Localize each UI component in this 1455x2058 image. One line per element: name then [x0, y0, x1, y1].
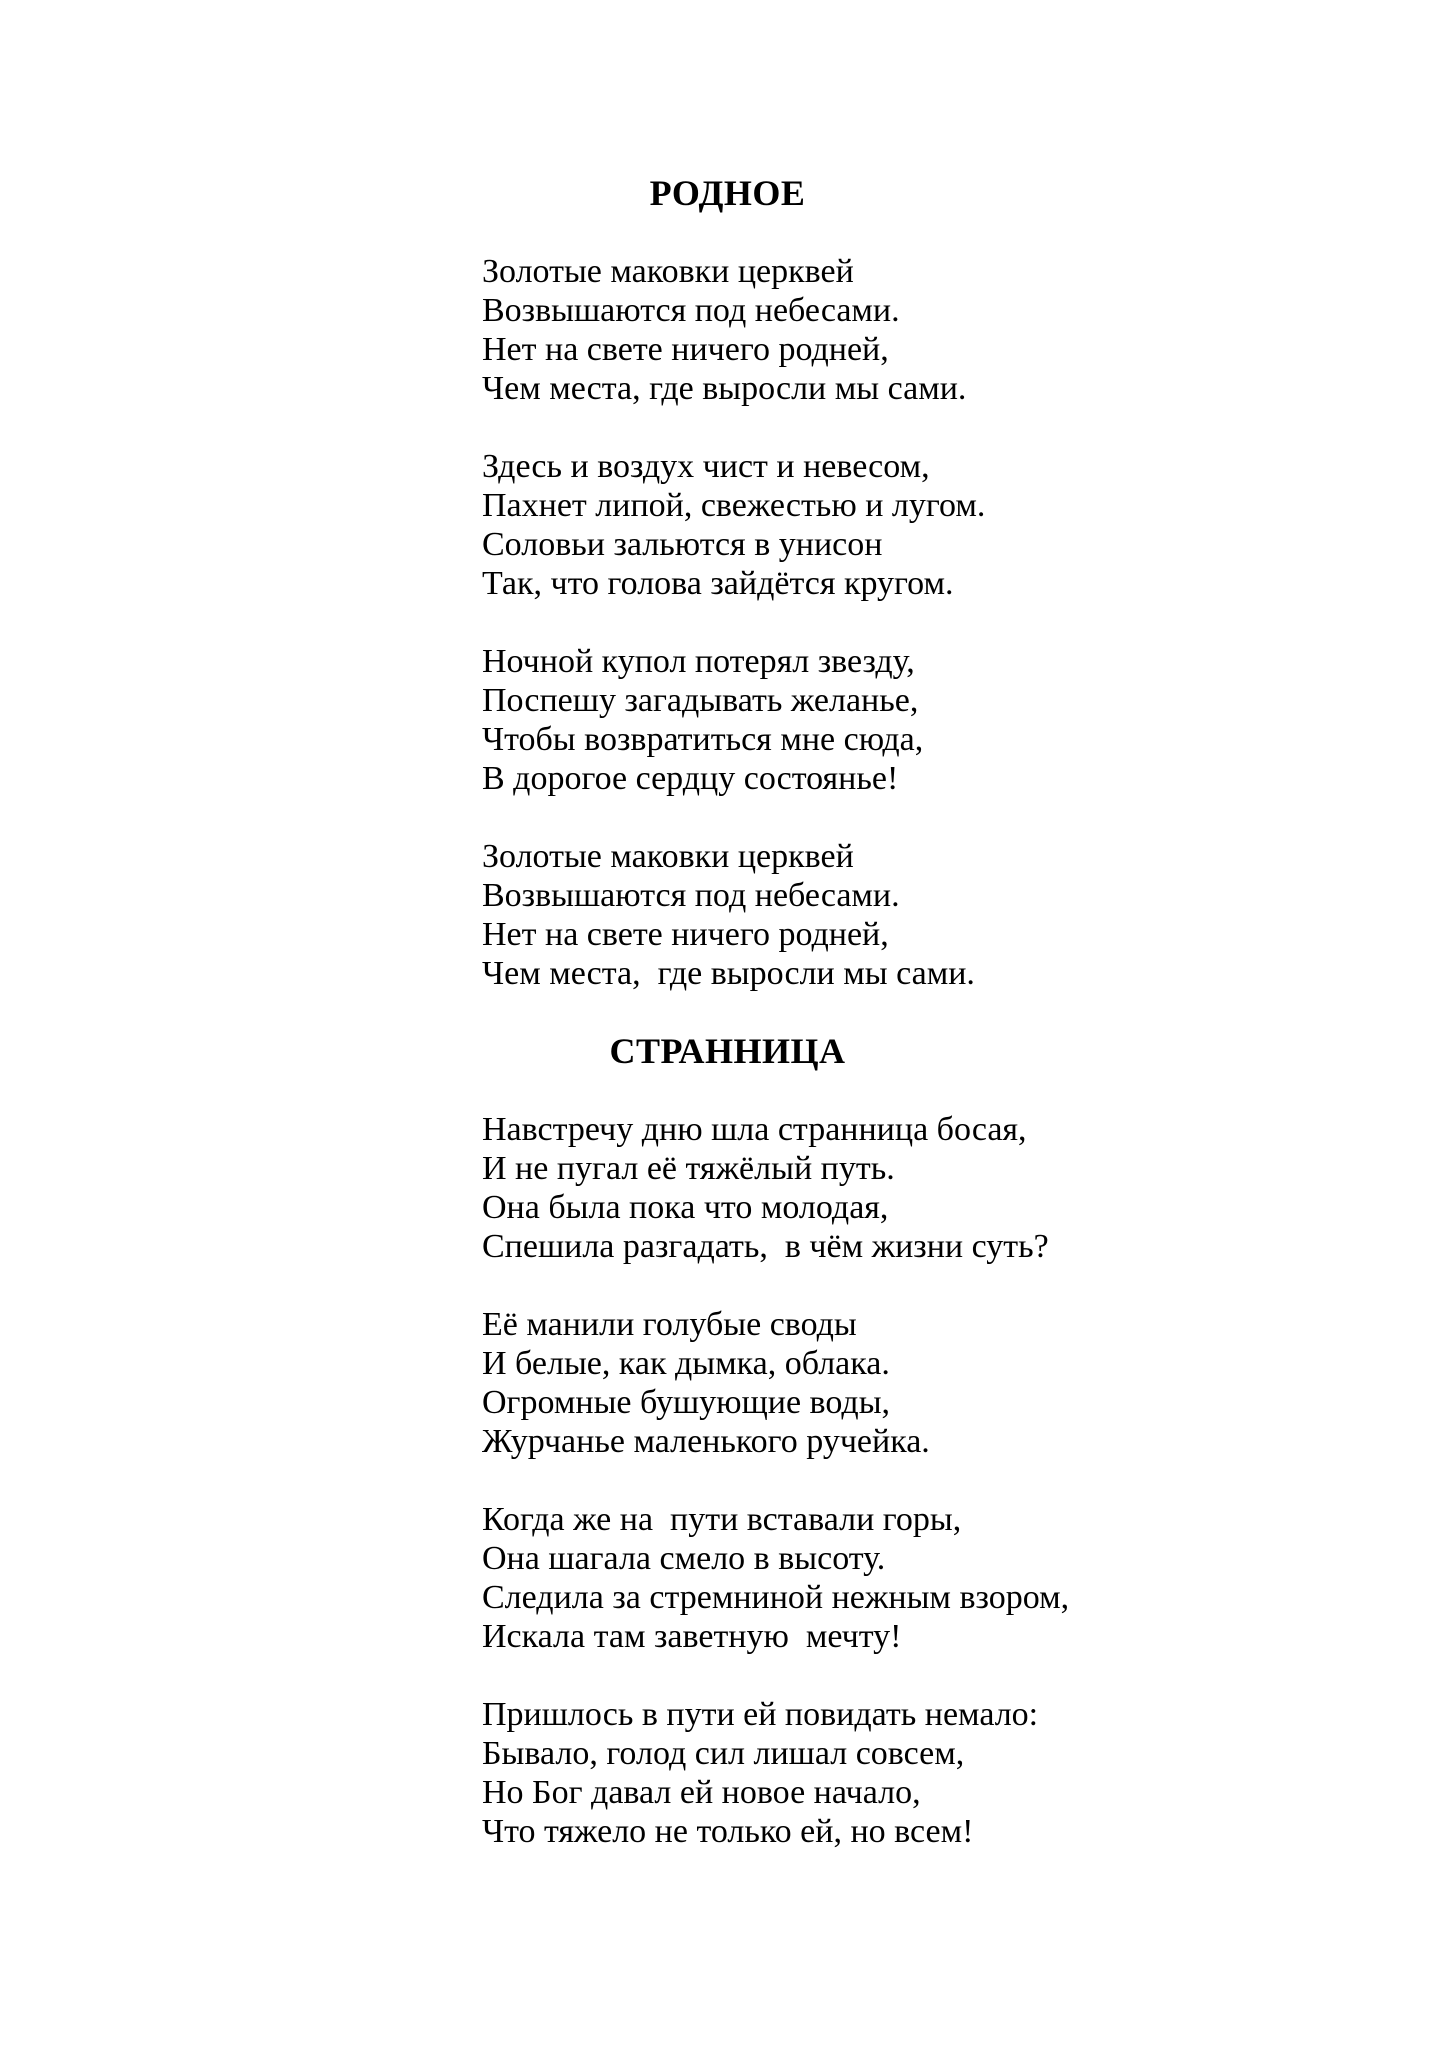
poem-line: Ночной купол потерял звезду,	[482, 643, 915, 680]
poem-line: Но Бог давал ей новое начало,	[482, 1774, 921, 1811]
poem-title-strannitsa: СТРАННИЦА	[609, 1031, 846, 1071]
poem-line: Спешила разгадать, в чём жизни суть?	[482, 1228, 1049, 1265]
poem-line: Следила за стремниной нежным взором,	[482, 1579, 1070, 1616]
poem-line: Пришлось в пути ей повидать немало:	[482, 1696, 1039, 1733]
poem-line: Пахнет липой, свежестью и лугом.	[482, 487, 986, 524]
poem-title-rodnoe: РОДНОЕ	[649, 173, 806, 213]
poem-line: Её манили голубые своды	[482, 1306, 857, 1343]
poem-line: Золотые маковки церквей	[482, 253, 854, 290]
poem-line: Она шагала смело в высоту.	[482, 1540, 886, 1577]
poem-line: Чем места, где выросли мы сами.	[482, 955, 975, 992]
stanza-5	[482, 1110, 1455, 1266]
poem-line: Золотые маковки церквей	[482, 838, 854, 875]
poem-line: Журчанье маленького ручейка.	[482, 1423, 930, 1460]
stanza-3	[482, 642, 1455, 798]
poem-line: Она была пока что молодая,	[482, 1189, 889, 1226]
poem-line: Что тяжело не только ей, но всем!	[482, 1813, 974, 1850]
poem-line: Навстречу дню шла странница босая,	[482, 1111, 1027, 1148]
poem-line: Возвышаются под небесами.	[482, 877, 900, 914]
poem-line: Поспешу загадывать желанье,	[482, 682, 919, 719]
poem-line: Чем места, где выросли мы сами.	[482, 370, 967, 407]
poem-line: И белые, как дымка, облака.	[482, 1345, 890, 1382]
stanza-4	[482, 837, 1455, 993]
poem-line: Нет на свете ничего родней,	[482, 331, 889, 368]
poem-line: Нет на свете ничего родней,	[482, 916, 889, 953]
poem-line: Искала там заветную мечту!	[482, 1618, 902, 1655]
stanza-1	[482, 252, 1455, 408]
poem-line: Когда же на пути вставали горы,	[482, 1501, 962, 1538]
poem-line: Так, что голова зайдётся кругом.	[482, 565, 954, 602]
stanza-6	[482, 1305, 1455, 1461]
poem-line: В дорогое сердцу состоянье!	[482, 760, 899, 797]
poem-line: Чтобы возвратиться мне сюда,	[482, 721, 924, 758]
poem-line: Возвышаются под небесами.	[482, 292, 900, 329]
poem-line: Соловьи зальются в унисон	[482, 526, 883, 563]
poem-line: Бывало, голод сил лишал совсем,	[482, 1735, 965, 1772]
poem-line: Огромные бушующие воды,	[482, 1384, 891, 1421]
stanza-2	[482, 447, 1455, 603]
stanza-8	[482, 1695, 1455, 1851]
poem-line: И не пугал её тяжёлый путь.	[482, 1150, 895, 1187]
poem-line: Здесь и воздух чист и невесом,	[482, 448, 930, 485]
stanza-7	[482, 1500, 1455, 1656]
